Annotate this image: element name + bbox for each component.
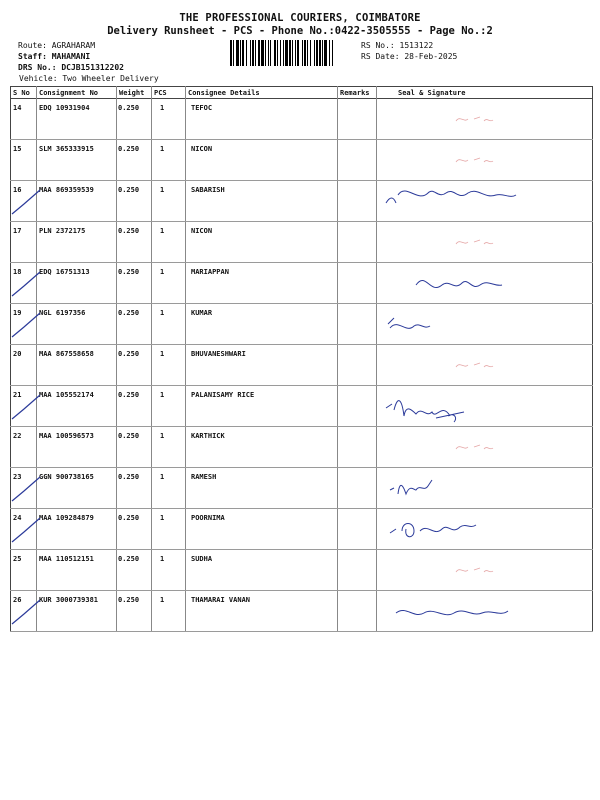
barcode-bar — [250, 40, 251, 66]
row-weight: 0.250 — [118, 186, 140, 194]
barcode-bar — [314, 40, 315, 66]
runsheet-table — [10, 86, 593, 631]
barcode-bar — [233, 40, 234, 66]
delivered-tick-mark — [10, 266, 50, 306]
handwritten-signature — [376, 468, 591, 508]
col-signature: Seal & Signature — [398, 89, 466, 97]
handwritten-signature — [376, 181, 591, 221]
rs-date: RS Date: 28-Feb-2025 — [361, 52, 458, 61]
row-weight: 0.250 — [118, 432, 140, 440]
row-sno: 18 — [13, 268, 22, 276]
handwritten-signature — [376, 386, 591, 426]
barcode-bar — [270, 40, 271, 66]
row-consignment: KUR 3000739381 — [39, 596, 99, 604]
barcode-bar — [329, 40, 330, 66]
row-consignment: MAA 869359539 — [39, 186, 94, 194]
row-pcs: 1 — [160, 432, 165, 440]
handwritten-signature — [376, 304, 591, 344]
row-weight: 0.250 — [118, 391, 140, 399]
barcode-bar — [332, 40, 333, 66]
faint-stamp-mark — [376, 345, 591, 385]
row-sno: 16 — [13, 186, 22, 194]
delivered-tick-mark — [10, 307, 50, 347]
row-consignment: PLN 2372175 — [39, 227, 86, 235]
row-consignee: THAMARAI VANAN — [191, 596, 251, 604]
row-consignee: TEFOC — [191, 104, 213, 112]
barcode-bar — [307, 40, 308, 66]
row-consignment: MAA 109284879 — [39, 514, 94, 522]
row-sno: 17 — [13, 227, 22, 235]
row-weight: 0.250 — [118, 596, 140, 604]
barcode-bar — [304, 40, 306, 66]
row-weight: 0.250 — [118, 473, 140, 481]
row-sno: 21 — [13, 391, 22, 399]
row-weight: 0.250 — [118, 145, 140, 153]
row-sno: 24 — [13, 514, 22, 522]
delivered-tick-mark — [10, 594, 50, 634]
barcode-bar — [230, 40, 232, 66]
vehicle-label: Vehicle: Two Wheeler Delivery — [19, 74, 159, 83]
row-weight: 0.250 — [118, 514, 140, 522]
row-pcs: 1 — [160, 268, 165, 276]
row-sno: 15 — [13, 145, 22, 153]
col-consignment: Consignment No — [39, 89, 99, 97]
barcode-bar — [255, 40, 256, 66]
barcode-bar — [302, 40, 303, 66]
row-weight: 0.250 — [118, 227, 140, 235]
row-consignee: NICON — [191, 145, 213, 153]
row-weight: 0.250 — [118, 309, 140, 317]
row-sno: 23 — [13, 473, 22, 481]
barcode-bar — [285, 40, 288, 66]
row-weight: 0.250 — [118, 104, 140, 112]
row-pcs: 1 — [160, 514, 165, 522]
row-consignee: POORNIMA — [191, 514, 225, 522]
row-consignee: SABARISH — [191, 186, 225, 194]
row-consignment: GGN 900738165 — [39, 473, 94, 481]
barcode-bar — [258, 40, 260, 66]
row-consignment: SLM 365333915 — [39, 145, 94, 153]
faint-stamp-mark — [376, 222, 591, 262]
barcode-bar — [277, 40, 278, 66]
row-sno: 19 — [13, 309, 22, 317]
faint-stamp-mark — [376, 99, 591, 139]
row-consignment: MAA 105552174 — [39, 391, 94, 399]
faint-stamp-mark — [376, 427, 591, 467]
row-consignment: MAA 110512151 — [39, 555, 94, 563]
barcode-bar — [310, 40, 311, 66]
barcode-bar — [240, 40, 241, 66]
barcode-bar — [297, 40, 299, 66]
runsheet-subtitle: Delivery Runsheet - PCS - Phone No.:0422-3505555 - Page No.:2 — [107, 25, 493, 37]
drs-number: DRS No.: DCJB151312202 — [18, 63, 124, 72]
rs-number: RS No.: 1513122 — [361, 41, 434, 50]
row-consignee: KARTHICK — [191, 432, 225, 440]
barcode-bar — [295, 40, 296, 66]
route-label: Route: AGRAHARAM — [18, 41, 96, 50]
row-sno: 25 — [13, 555, 22, 563]
barcode-bar — [246, 40, 247, 66]
col-remarks: Remarks — [340, 89, 370, 97]
barcode-bar — [322, 40, 323, 66]
row-sno: 22 — [13, 432, 22, 440]
row-consignee: PALANISAMY RICE — [191, 391, 255, 399]
row-weight: 0.250 — [118, 555, 140, 563]
barcode-bar — [261, 40, 264, 66]
row-pcs: 1 — [160, 104, 165, 112]
barcode — [230, 40, 356, 66]
barcode-bar — [252, 40, 254, 66]
col-consignee: Consignee Details — [188, 89, 260, 97]
row-consignment: NGL 6197356 — [39, 309, 86, 317]
barcode-bar — [274, 40, 276, 66]
row-consignment: MAA 100596573 — [39, 432, 94, 440]
delivered-tick-mark — [10, 512, 50, 552]
row-pcs: 1 — [160, 227, 165, 235]
row-consignee: RAMESH — [191, 473, 217, 481]
row-consignee: SUDHA — [191, 555, 213, 563]
col-pcs: PCS — [154, 89, 167, 97]
row-pcs: 1 — [160, 391, 165, 399]
handwritten-signature — [376, 591, 591, 631]
row-pcs: 1 — [160, 186, 165, 194]
handwritten-signature — [376, 509, 591, 549]
row-pcs: 1 — [160, 309, 165, 317]
row-consignment: EDQ 16751313 — [39, 268, 90, 276]
delivered-tick-mark — [10, 471, 50, 511]
staff-label: Staff: MAHAMANI — [18, 52, 91, 61]
row-pcs: 1 — [160, 145, 165, 153]
barcode-bar — [268, 40, 269, 66]
delivered-tick-mark — [10, 389, 50, 429]
barcode-bar — [289, 40, 291, 66]
row-weight: 0.250 — [118, 350, 140, 358]
barcode-bar — [242, 40, 244, 66]
row-consignee: NICON — [191, 227, 213, 235]
row-pcs: 1 — [160, 596, 165, 604]
row-sno: 14 — [13, 104, 22, 112]
row-consignment: MAA 867558658 — [39, 350, 94, 358]
row-consignee: KUMAR — [191, 309, 213, 317]
barcode-bar — [280, 40, 281, 66]
barcode-bar — [283, 40, 284, 66]
handwritten-signature — [376, 263, 591, 303]
faint-stamp-mark — [376, 550, 591, 590]
barcode-bar — [236, 40, 239, 66]
barcode-bar — [316, 40, 318, 66]
row-sno: 20 — [13, 350, 22, 358]
barcode-bar — [324, 40, 327, 66]
row-weight: 0.250 — [118, 268, 140, 276]
col-weight: Weight — [119, 89, 145, 97]
faint-stamp-mark — [376, 140, 591, 180]
company-title: THE PROFESSIONAL COURIERS, COIMBATORE — [179, 12, 421, 24]
row-consignee: BHUVANESHWARI — [191, 350, 246, 358]
row-pcs: 1 — [160, 555, 165, 563]
col-sno: S No — [13, 89, 30, 97]
delivered-tick-mark — [10, 184, 50, 224]
barcode-bar — [319, 40, 321, 66]
row-pcs: 1 — [160, 350, 165, 358]
barcode-bar — [292, 40, 293, 66]
barcode-bar — [265, 40, 266, 66]
row-consignment: EDQ 10931904 — [39, 104, 90, 112]
row-pcs: 1 — [160, 473, 165, 481]
row-consignee: MARIAPPAN — [191, 268, 229, 276]
row-sno: 26 — [13, 596, 22, 604]
